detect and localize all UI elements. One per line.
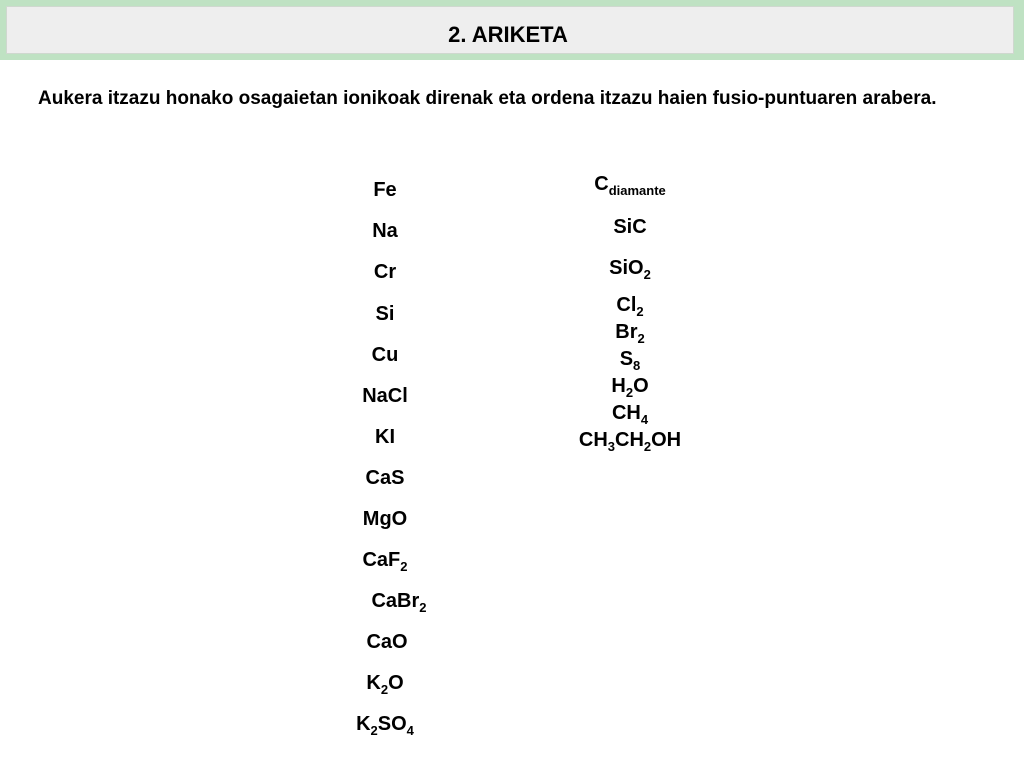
- formula-cao: CaO: [366, 631, 408, 653]
- formula-c-diamante: $C_{diamante}$: [594, 173, 666, 198]
- formula-cl2: $Cl_2$: [616, 294, 644, 319]
- formula-br2: $Br_2$: [615, 321, 645, 346]
- formula-ch3ch2oh: $CH_3CH_2OH$: [578, 429, 682, 454]
- formula-ch4: $CH_4$: [611, 402, 649, 427]
- formula-caf2: CaF$_2$: [362, 549, 408, 574]
- formula-cr: Cr: [373, 261, 397, 283]
- title-bar: [0, 0, 1024, 60]
- formula-cabr2: CaBr$_2$: [371, 590, 427, 615]
- task-instruction: Aukera itzazu honako osagaietan ionikoak direnak eta ordena itzazu haien fusio-puntuaren arabera.: [38, 88, 937, 109]
- formula-ki: KI: [375, 426, 395, 448]
- formula-s8: $S_8$: [619, 348, 641, 373]
- formula-cu: Cu: [371, 344, 399, 366]
- formula-k2so4: $K_2SO_4$: [356, 713, 414, 738]
- formula-sic: SiC: [613, 216, 647, 238]
- formula-fe: Fe: [373, 179, 397, 201]
- page-title: 2. ARIKETA: [448, 22, 568, 47]
- formula-cas: CaS: [365, 467, 405, 489]
- formula-si: Si: [375, 303, 395, 325]
- formula-na: Na: [372, 220, 398, 242]
- formula-h2o: $H_2O$: [611, 375, 649, 400]
- formula-nacl: NaCl: [362, 385, 408, 407]
- formula-sio2: SiO$_2$: [609, 257, 651, 282]
- formula-mgo: MgO: [362, 508, 408, 530]
- formula-k2o: $K_2O$: [366, 672, 404, 697]
